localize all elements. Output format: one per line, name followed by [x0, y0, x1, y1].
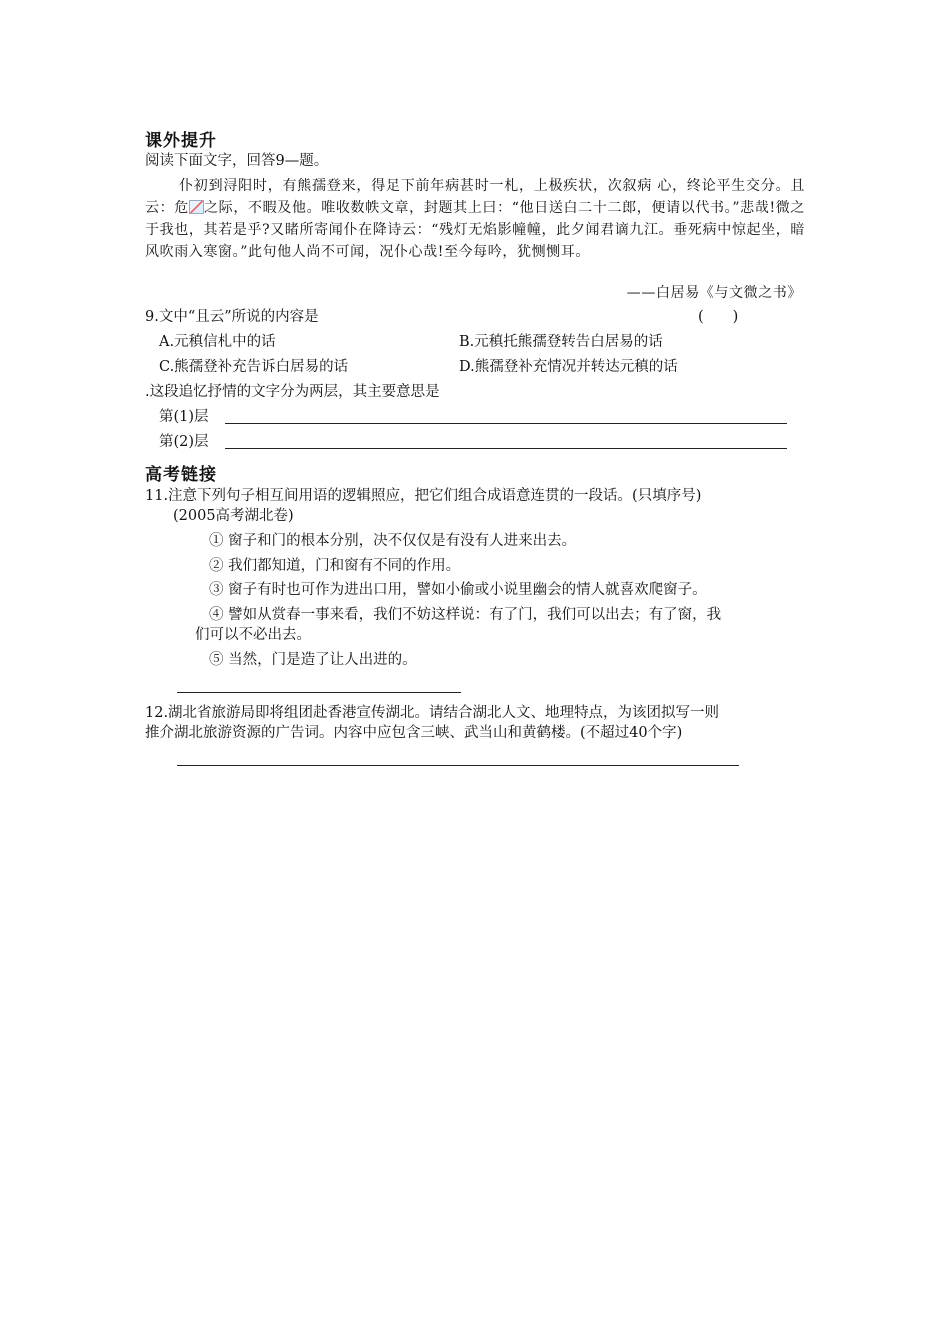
section-title-extra: 课外提升	[145, 131, 217, 151]
q10-layer1-label: 第(1)层	[159, 409, 209, 425]
q10-stem: .这段追忆抒情的文字分为两层，其主要意思是	[145, 384, 440, 400]
q12-line1: 12.湖北省旅游局即将组团赴香港宣传湖北。请结合湖北人文、地理特点，为该团拟写一则	[145, 705, 720, 721]
q9-option-c: C.熊孺登补充告诉白居易的话	[159, 359, 349, 375]
q11-item-2: ② 我们都知道，门和窗有不同的作用。	[209, 558, 461, 574]
broken-image-icon	[189, 200, 204, 214]
q9-option-d: D.熊孺登补充情况并转达元稹的话	[459, 359, 678, 375]
passage-source: ——白居易《与文微之书》	[626, 285, 802, 301]
q12-answer-line[interactable]	[177, 765, 739, 766]
q11-item-3: ③ 窗子有时也可作为进出口用，譬如小偷或小说里幽会的情人就喜欢爬窗子。	[209, 582, 707, 598]
q11-stem: 11.注意下列句子相互间用语的逻辑照应，把它们组合成语意连贯的一段话。(只填序号)	[145, 488, 702, 504]
q10-layer2-label: 第(2)层	[159, 434, 209, 450]
q11-answer-line[interactable]	[177, 692, 461, 693]
passage-part-a: 仆初到浔阳时，有熊孺登来，得足下前年病甚时一札，上极疾状，次叙病 心，终论平生交分。且云：危	[145, 178, 805, 216]
q11-source: (2005高考湖北卷)	[173, 508, 294, 524]
q9-stem: 9.文中“且云”所说的内容是	[145, 309, 319, 325]
section-title-gaokao: 高考链接	[145, 465, 217, 485]
reading-passage	[145, 175, 805, 263]
q9-answer-paren: ( )	[698, 309, 739, 325]
q11-item-5: ⑤ 当然，门是造了让人出进的。	[209, 652, 417, 668]
passage-part-b: 之际，不暇及他。唯收数帙文章，封题其上曰：“他日送白二十二郎，便请以代书。”悲哉!微之于我也，其若是乎?又睹所寄闻仆在降诗云：“残灯无焰影幢幢，此夕闻君谪九江。垂死病中惊起坐，暗风吹雨入寒窗。”此句他人尚不可闻，况仆心哉!至今每吟，犹恻恻耳。	[145, 200, 805, 260]
q10-layer1-answer-line[interactable]	[225, 423, 787, 424]
q9-option-a: A.元稹信札中的话	[159, 334, 276, 350]
q12-line2: 推介湖北旅游资源的广告词。内容中应包含三峡、武当山和黄鹤楼。(不超过40个字)	[145, 725, 683, 741]
q11-item-4: ④ 譬如从赏春一事来看，我们不妨这样说：有了门，我们可以出去；有了窗，我	[209, 607, 722, 623]
q9-option-b: B.元稹托熊孺登转告白居易的话	[459, 334, 663, 350]
q11-item-1: ① 窗子和门的根本分别，决不仅仅是有没有人进来出去。	[209, 533, 577, 549]
q10-layer2-answer-line[interactable]	[225, 448, 787, 449]
reading-intro: 阅读下面文字，回答9—题。	[145, 153, 329, 169]
q11-item-4-cont: 们可以不必出去。	[195, 627, 311, 643]
